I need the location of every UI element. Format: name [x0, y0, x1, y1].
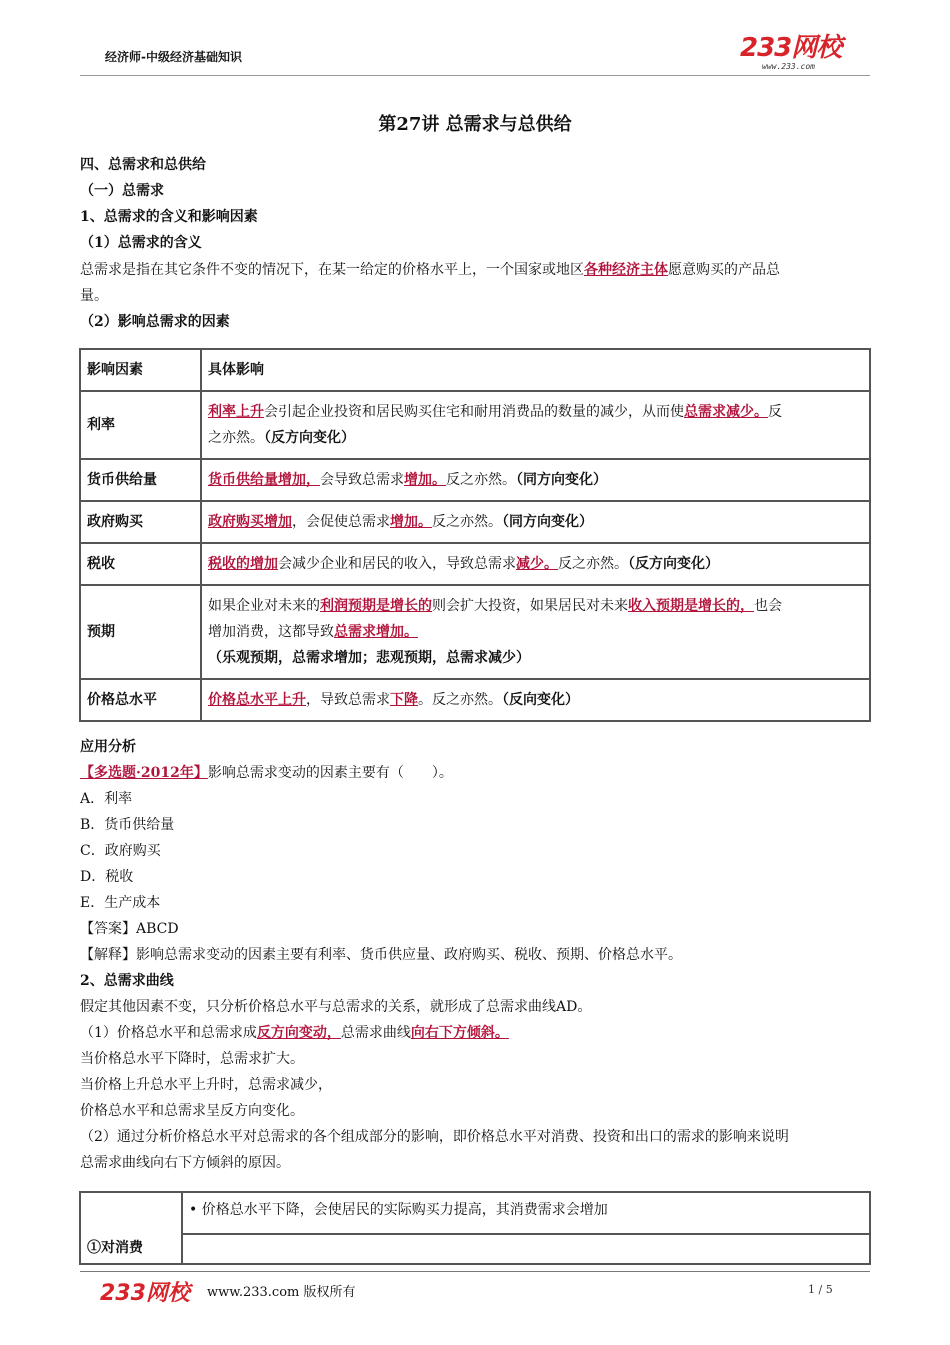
table-row — [80, 543, 870, 585]
option-d: D．税收 — [80, 869, 134, 885]
factor-cell: 利率 — [80, 391, 201, 459]
factor-cell: 价格总水平 — [80, 679, 201, 721]
highlight-economic-agents: 各种经济主体 — [584, 262, 668, 278]
definition-line-2: 量。 — [80, 288, 108, 304]
factor-cell: 货币供给量 — [80, 459, 201, 501]
factor-cell: 政府购买 — [80, 501, 201, 543]
option-c: C．政府购买 — [80, 843, 161, 859]
consumption-empty-cell — [182, 1234, 870, 1264]
table-row — [80, 391, 870, 459]
heading-h4: 四、总需求和总供给 — [80, 157, 206, 173]
curve-p7: 总需求曲线向右下方倾斜的原因。 — [80, 1155, 290, 1171]
logo-text: 233网校 — [740, 33, 842, 63]
table-row — [80, 679, 870, 721]
table-header-effect: 具体影响 — [201, 349, 870, 391]
factor-cell: 预期 — [80, 585, 201, 679]
explanation-line: 【解释】影响总需求变动的因素主要有利率、货币供应量、政府购买、税收、预期、价格总水平。 — [80, 947, 682, 963]
consumption-label: ①对消费 — [80, 1192, 182, 1264]
page-title: 第27讲 总需求与总供给 — [378, 114, 572, 135]
consumption-table — [79, 1191, 871, 1265]
factors-table — [79, 348, 871, 722]
heading-2: 2、总需求曲线 — [80, 973, 174, 989]
curve-p3: 当价格总水平下降时，总需求扩大。 — [80, 1051, 304, 1067]
effect-cell: 如果企业对未来的利润预期是增长的则会扩大投资，如果居民对未来收入预期是增长的，也会 增加消费，这都导致总需求增加。 （乐观预期，总需求增加；悲观预期，总需求减少） — [201, 585, 870, 679]
definition-line: 总需求是指在其它条件不变的情况下，在某一给定的价格水平上，一个国家或地区各种经济主体愿意购买的产品总 — [80, 262, 780, 278]
curve-p4: 当价格上升总水平上升时，总需求减少， — [80, 1077, 332, 1093]
heading-1: 1、总需求的含义和影响因素 — [80, 209, 258, 225]
header-course: 经济师-中级经济基础知识 — [105, 50, 242, 64]
brand-logo[interactable] — [740, 34, 850, 74]
footer-divider — [80, 1271, 870, 1272]
footer-logo: 233网校 — [100, 1281, 190, 1306]
footer-copyright: www.233.com 版权所有 — [207, 1285, 356, 1300]
table-header-row — [80, 349, 870, 391]
effect-cell: 价格总水平上升，导致总需求下降。反之亦然。（反向变化） — [201, 679, 870, 721]
table-header-factor: 影响因素 — [80, 349, 201, 391]
heading-aggregate-demand: （一）总需求 — [80, 183, 164, 199]
page-number: 1 / 5 — [808, 1283, 833, 1296]
effect-cell: 货币供给量增加，会导致总需求增加。反之亦然。（同方向变化） — [201, 459, 870, 501]
curve-p5: 价格总水平和总需求呈反方向变化。 — [80, 1103, 304, 1119]
curve-p2: （1）价格总水平和总需求成反方向变动，总需求曲线向右下方倾斜。 — [80, 1025, 509, 1041]
factor-cell: 税收 — [80, 543, 201, 585]
consumption-bullet: • 价格总水平下降，会使居民的实际购买力提高，其消费需求会增加 — [182, 1192, 870, 1234]
option-e: E．生产成本 — [80, 895, 161, 911]
header-divider — [80, 75, 870, 76]
heading-1-1: （1）总需求的含义 — [80, 235, 202, 251]
option-b: B．货币供给量 — [80, 817, 175, 833]
effect-cell: 利率上升会引起企业投资和居民购买住宅和耐用消费品的数量的减少，从而使总需求减少。反 之亦然。（反方向变化） — [201, 391, 870, 459]
logo-url: www.233.com — [762, 62, 815, 71]
effect-cell: 税收的增加会减少企业和居民的收入，导致总需求减少。反之亦然。（反方向变化） — [201, 543, 870, 585]
curve-p1: 假定其他因素不变，只分析价格总水平与总需求的关系，就形成了总需求曲线AD。 — [80, 999, 592, 1015]
analysis-heading: 应用分析 — [80, 739, 136, 755]
option-a: A．利率 — [80, 791, 133, 807]
answer-line: 【答案】ABCD — [80, 921, 179, 937]
question-tag: 【多选题·2012年】 — [80, 765, 208, 781]
table-row — [80, 501, 870, 543]
table-row — [80, 459, 870, 501]
heading-1-2: （2）影响总需求的因素 — [80, 314, 230, 330]
curve-p6: （2）通过分析价格总水平对总需求的各个组成部分的影响，即价格总水平对消费、投资和出口的需求的影响来说明 — [80, 1129, 789, 1145]
question-line: 【多选题·2012年】影响总需求变动的因素主要有（ ）。 — [80, 765, 453, 781]
table-row — [80, 585, 870, 679]
effect-cell: 政府购买增加，会促使总需求增加。反之亦然。（同方向变化） — [201, 501, 870, 543]
